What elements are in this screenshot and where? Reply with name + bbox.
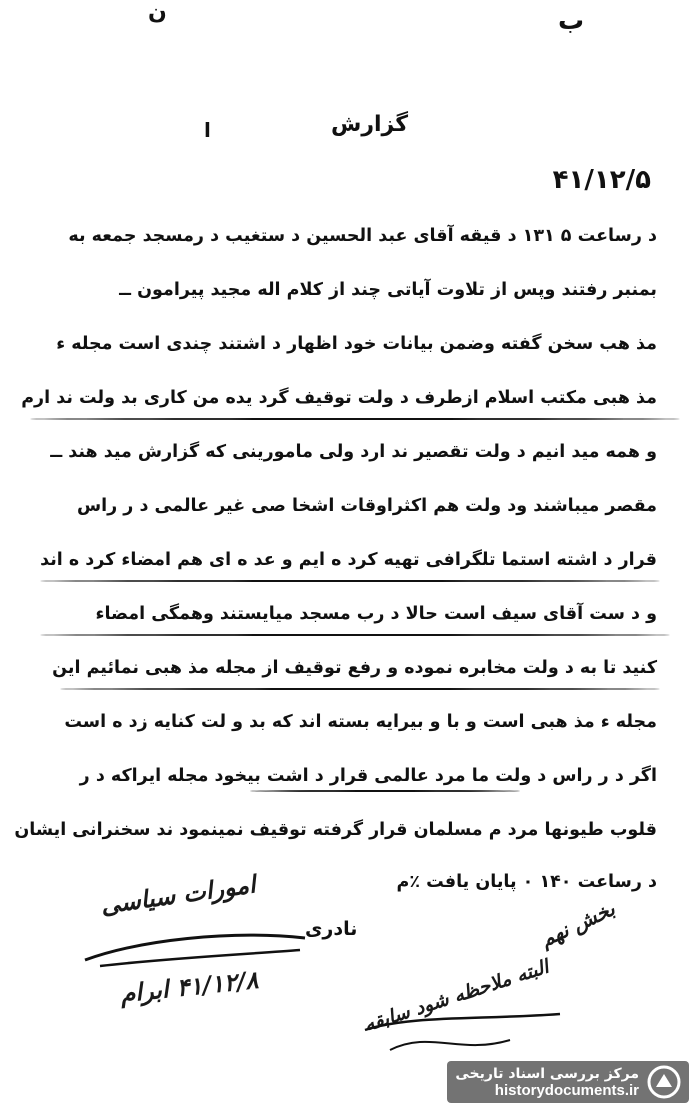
body-line-9: کنید تا به د ولت مخابره نموده و رفع توقیف از مجله مذ هبی نمائیم این (52, 658, 657, 678)
scan-mark-top-left: ن (148, 0, 167, 25)
body-line-12: قلوب طیونها مرد م مسلمان قرار گرفته توقیف نمینمود ند سخنرانی ایشان (14, 820, 657, 840)
body-line-2: بمنبر رفتند وپس از تلاوت آیاتی چند از کلام اله مجید پیرامون ــ (119, 280, 657, 300)
watermark-url: historydocuments.ir (494, 1081, 639, 1099)
body-line-3: مذ هب سخن گفته وضمن بیانات خود اظهار د اشتند چندی است مجله ء (56, 334, 657, 354)
signature-date: ۴۱/۱۲/۸ ابرام (118, 964, 260, 1009)
body-line-7: قرار د اشته استما تلگرافی تهیه کرد ه ایم و عد ه ای هم امضاء کرد ه اند (40, 550, 657, 570)
underline-1 (30, 418, 680, 420)
underline-5 (250, 790, 520, 792)
page-title: گزارش (330, 112, 409, 137)
watermark-badge (447, 1061, 689, 1103)
body-line-11: اگر د ر راس د ولت ما مرد عالمی قرار د اشت بیخود مجله ایراکه د ر (79, 766, 657, 786)
bottom-signature-flourish (360, 1010, 570, 1060)
body-line-4: مذ هبی مکتب اسلام ازطرف د ولت توقیف گرد یده من کاری بد ولت ند ارم (21, 388, 657, 408)
annotation-right: بخش نهم (536, 896, 619, 952)
annotation-bottom: البته ملاحظه شود سابقه (361, 955, 552, 1037)
underline-2 (40, 580, 660, 582)
signature-flourish (80, 930, 310, 970)
watermark-text (455, 1066, 639, 1099)
signer-name: نادری (305, 918, 358, 940)
underline-3 (40, 634, 670, 636)
underline-4 (60, 688, 660, 690)
scan-mark-top-right: ب (558, 6, 585, 36)
report-date: ۴۱/۱۲/۵ (552, 165, 651, 195)
signature-scribble (99, 869, 257, 919)
body-line-10: مجله ء مذ هبی است و با و بیرایه بسته اند که بد و لت کنایه زد ه است (64, 712, 657, 732)
signature-text: امورات سیاسی (98, 869, 258, 920)
body-line-5: و همه مید انیم د ولت تقصیر ند ارد ولی مامورینی که گزارش مید هند ــ (50, 442, 657, 462)
body-line-1: د رساعت ۵ ۱۳۱ د قیقه آقای عبد الحسین د ستغیب د رمسجد جمعه به (68, 226, 657, 246)
archive-logo-icon (647, 1065, 681, 1099)
body-line-13: د رساعت ۱۴۰ ۰ پایان یافت ٪م (396, 872, 657, 892)
body-line-6: مقصر میباشند ود ولت هم اکثراوقات اشخا صی غیر عالمی د ر راس (76, 496, 657, 516)
watermark-persian: مرکز بررسی اسناد تاریخی (455, 1065, 639, 1082)
body-line-8: و د ست آقای سیف است حالا د رب مسجد میایستند وهمگی امضاء (95, 604, 657, 624)
scan-mark-left: ا (204, 118, 211, 142)
